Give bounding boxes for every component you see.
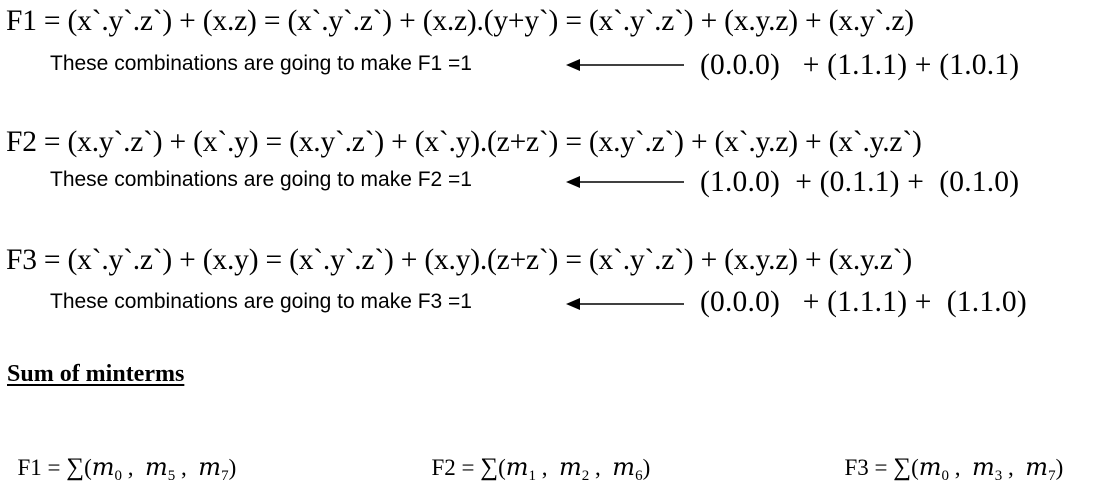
minterm-index: 0 <box>114 468 123 484</box>
separator: , <box>1002 455 1026 480</box>
minterm-symbol: m <box>612 453 636 481</box>
minterm-symbol: m <box>972 453 995 481</box>
minterm-lhs: F3 = <box>844 455 894 480</box>
separator: , <box>589 455 613 480</box>
minterm-symbol: m <box>918 453 942 481</box>
minterm-symbol: m <box>559 453 582 481</box>
close-paren: ) <box>228 455 237 480</box>
minterm-symbol: m <box>505 453 529 481</box>
sigma-symbol: ∑ <box>66 454 85 481</box>
minterm-index: 0 <box>941 468 950 484</box>
minterm-f1 <box>6 425 236 482</box>
minterm-index: 3 <box>994 468 1003 484</box>
minterm-symbol: m <box>145 453 168 481</box>
left-arrow-icon <box>566 297 684 311</box>
note-f3: These combinations are going to make F3 =1 <box>50 290 472 313</box>
combinations-f1: (0.0.0) + (1.1.1) + (1.0.1) <box>700 49 1020 81</box>
minterm-f3 <box>833 425 1063 482</box>
minterm-symbol: m <box>91 453 115 481</box>
open-paren: ( <box>498 455 506 480</box>
close-paren: ) <box>1055 455 1064 480</box>
minterm-index: 1 <box>528 468 537 484</box>
minterm-symbol: m <box>1025 453 1049 481</box>
left-arrow-icon <box>566 175 684 189</box>
separator: , <box>175 455 199 480</box>
minterm-symbol: m <box>198 453 222 481</box>
sigma-symbol: ∑ <box>480 454 499 481</box>
close-paren: ) <box>642 455 651 480</box>
sigma-symbol: ∑ <box>893 454 912 481</box>
open-paren: ( <box>911 455 919 480</box>
equation-f1: F1 = (x`.y`.z`) + (x.z) = (x`.y`.z`) + (x.z).(y+y`) = (x`.y`.z`) + (x.y.z) + (x.y`.z) <box>6 5 914 37</box>
note-f2: These combinations are going to make F2 =1 <box>50 168 472 191</box>
combinations-f3: (0.0.0) + (1.1.1) + (1.1.0) <box>700 286 1027 318</box>
minterm-f2 <box>420 425 650 482</box>
open-paren: ( <box>84 455 92 480</box>
separator: , <box>122 455 146 480</box>
equation-f3: F3 = (x`.y`.z`) + (x.y) = (x`.y`.z`) + (x.y).(z+z`) = (x`.y`.z`) + (x.y.z) + (x.y.z`) <box>6 244 912 276</box>
note-f1: These combinations are going to make F1 =1 <box>50 52 472 75</box>
left-arrow-icon <box>566 58 684 72</box>
minterm-index: 7 <box>221 468 229 484</box>
minterm-index: 7 <box>1048 468 1056 484</box>
minterm-index: 2 <box>581 468 590 484</box>
minterm-lhs: F2 = <box>431 455 481 480</box>
equation-f2: F2 = (x.y`.z`) + (x`.y) = (x.y`.z`) + (x`.y).(z+z`) = (x.y`.z`) + (x`.y.z) + (x`.y.z`) <box>6 126 922 158</box>
separator: , <box>536 455 560 480</box>
separator: , <box>949 455 973 480</box>
section-heading: Sum of minterms <box>7 361 185 387</box>
minterm-lhs: F1 = <box>17 455 67 480</box>
minterm-index: 5 <box>167 468 176 484</box>
minterm-index: 6 <box>635 468 643 484</box>
combinations-f2: (1.0.0) + (0.1.1) + (0.1.0) <box>700 166 1020 198</box>
